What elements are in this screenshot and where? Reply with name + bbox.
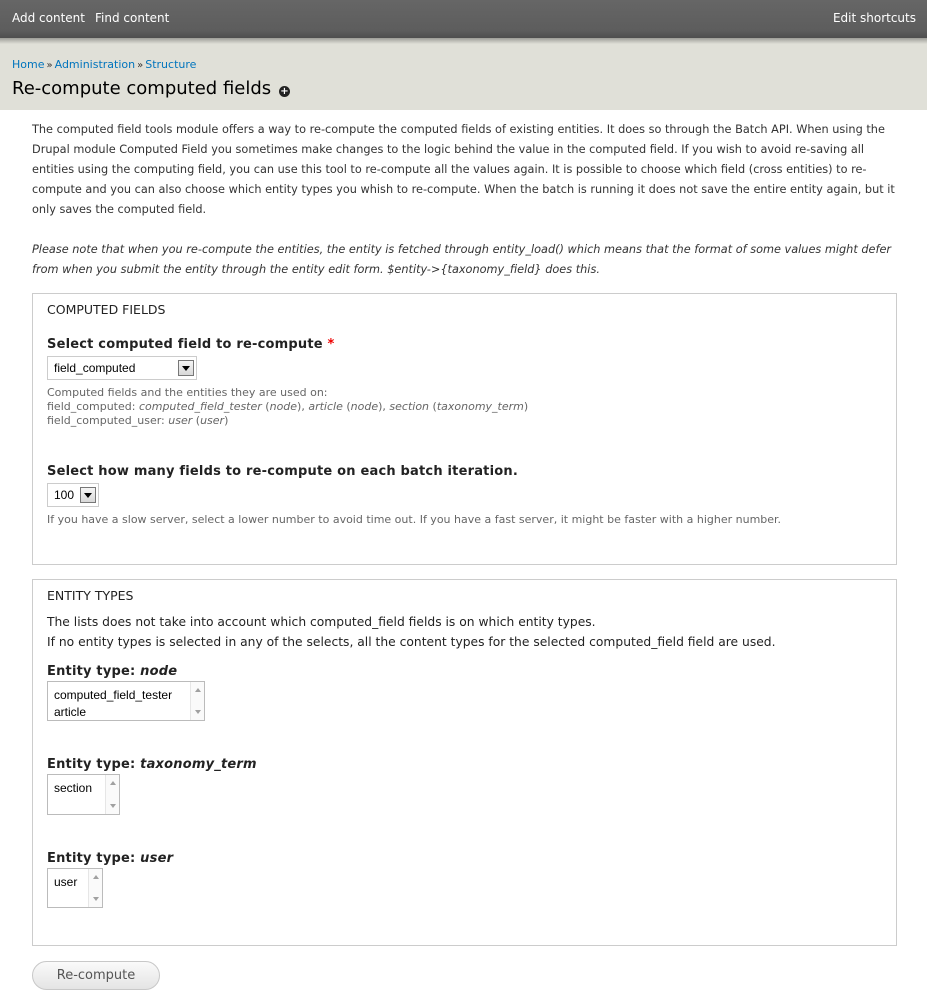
- entity-type-taxonomy-term-multiselect[interactable]: [47, 774, 120, 815]
- breadcrumb-separator: »: [137, 60, 144, 71]
- entity-types-legend: ENTITY TYPES: [47, 588, 134, 603]
- entity-type-node-label: Entity type: node: [47, 664, 178, 679]
- scroll-down-icon[interactable]: [195, 710, 201, 714]
- option-section[interactable]: section: [54, 781, 93, 795]
- scroll-up-icon[interactable]: [110, 781, 116, 785]
- scrollbar[interactable]: [88, 869, 102, 907]
- entity-type-taxonomy-term-label: Entity type: taxonomy_term: [47, 757, 257, 772]
- help-intro: Computed fields and the entities they are used on:: [47, 386, 328, 399]
- chevron-down-icon[interactable]: [178, 360, 194, 376]
- breadcrumb: [12, 58, 196, 71]
- page-title: Re-compute computed fields: [12, 78, 272, 99]
- intro-text: [32, 120, 902, 280]
- option-computed-field-tester[interactable]: computed_field_tester: [54, 688, 173, 702]
- computed-field-select-value: field_computed: [54, 361, 136, 375]
- batch-size-value: 100: [54, 488, 75, 502]
- scrollbar[interactable]: [105, 775, 119, 814]
- computed-fields-fieldset: [32, 293, 897, 565]
- entity-types-info-2: If no entity types is selected in any of the selects, all the content types for the selected computed_field field are used.: [47, 635, 776, 649]
- edit-shortcuts-link[interactable]: Edit shortcuts: [832, 11, 916, 25]
- computed-field-label: [47, 337, 335, 352]
- help-line-field-computed-user: field_computed_user: user (user): [47, 414, 229, 427]
- toolbar-shadow: [0, 38, 927, 44]
- scroll-up-icon[interactable]: [195, 688, 201, 692]
- breadcrumb-administration[interactable]: Administration: [54, 58, 136, 71]
- entity-type-user-label: Entity type: user: [47, 851, 174, 866]
- chevron-down-icon[interactable]: [80, 487, 96, 503]
- batch-size-select[interactable]: [47, 483, 99, 507]
- batch-size-label: Select how many fields to re-compute on each batch iteration.: [47, 464, 518, 479]
- computed-field-label-text: Select computed field to re-compute: [47, 337, 323, 352]
- page-header: [0, 38, 927, 110]
- intro-description: The computed field tools module offers a way to re-compute the computed fields of existing entities. It does so through the Batch API. When using the Drupal module Computed Field you sometimes make changes to the logic behind the value in the computed field. If you wish to avoid re-saving all entities using the computing field, you can use this tool to re-compute all the values again. It is possible to choose which field (cross entities) to re-compute and you can also choose which entity types you whish to re-compute. When the batch is running it does not save the entire entity again, but it only saves the computed field.: [32, 123, 895, 216]
- scroll-up-icon[interactable]: [93, 875, 99, 879]
- admin-toolbar: [0, 0, 927, 38]
- computed-fields-legend: COMPUTED FIELDS: [47, 302, 166, 317]
- computed-field-select[interactable]: [47, 356, 197, 380]
- scroll-down-icon[interactable]: [110, 804, 116, 808]
- re-compute-button[interactable]: Re-compute: [32, 961, 160, 990]
- computed-field-help: [47, 386, 528, 428]
- breadcrumb-structure[interactable]: Structure: [145, 58, 197, 71]
- scrollbar[interactable]: [190, 682, 204, 720]
- breadcrumb-separator: »: [46, 60, 53, 71]
- add-content-link[interactable]: Add content: [12, 11, 85, 25]
- add-shortcut-icon[interactable]: +: [280, 86, 289, 97]
- help-line-field-computed: field_computed: computed_field_tester (node), article (node), section (taxonomy_term): [47, 400, 529, 413]
- option-user[interactable]: user: [54, 875, 78, 889]
- entity-types-fieldset: [32, 579, 897, 946]
- option-article[interactable]: article: [54, 705, 87, 719]
- batch-size-help: If you have a slow server, select a lower number to avoid time out. If you have a fast server, it might be faster with a higher number.: [47, 513, 782, 526]
- entity-type-node-multiselect[interactable]: [47, 681, 205, 721]
- intro-note: Please note that when you re-compute the entities, the entity is fetched through entity_load() which means that the format of some values might defer from when you submit the entity through the entity edit form. $entity->{taxonomy_field} does this.: [32, 243, 892, 276]
- entity-types-info-1: The lists does not take into account which computed_field fields is on which entity types.: [47, 615, 596, 629]
- required-marker: *: [327, 337, 335, 352]
- find-content-link[interactable]: Find content: [95, 11, 170, 25]
- entity-type-user-multiselect[interactable]: [47, 868, 103, 908]
- breadcrumb-home[interactable]: Home: [12, 58, 45, 71]
- scroll-down-icon[interactable]: [93, 897, 99, 901]
